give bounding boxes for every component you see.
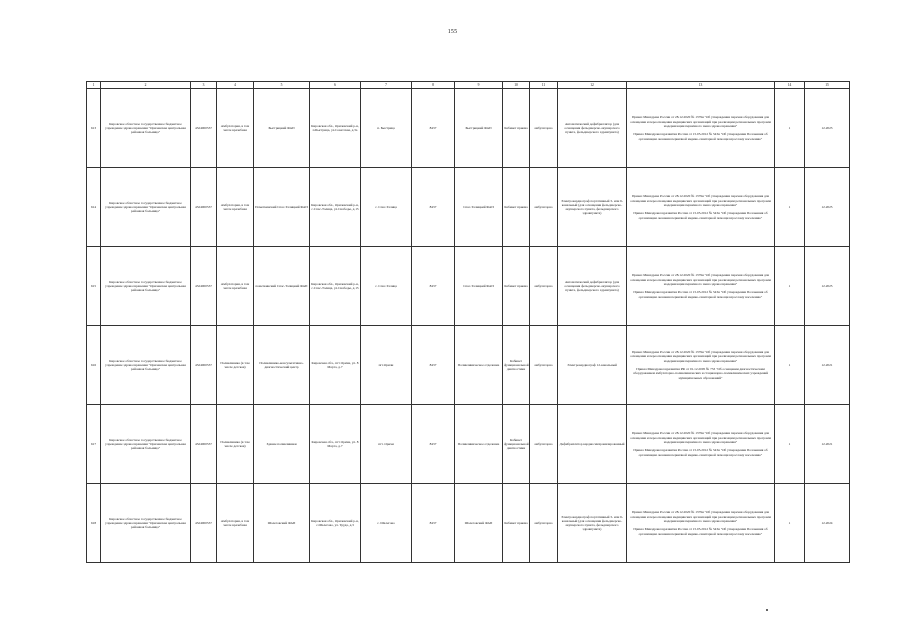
facility-type-cell: Амбулатория, в том числе врачебная — [217, 484, 254, 563]
quantity-cell: 1 — [775, 247, 805, 326]
legal-basis-cell: Приказ Минздрава России от 28.12.2020 № 1379н "Об утверждении перечня оборудования для оснащения и переоснащения медицинских организаций при реализации региональных программ модернизации первичного звена здравоохранения" Приказ Минздравсоцразвития России от 15.05.2012 № 543н "Об утверждении Положения об организации оказания первичной медико-санитарной помощи взрослому населению" — [627, 89, 775, 168]
room-cell: Кабинет функциональной диагностики — [503, 405, 530, 484]
care-mode-cell: амбулаторно — [530, 89, 558, 168]
quantity-cell: 1 — [775, 484, 805, 563]
code-cell: 8437 — [412, 168, 455, 247]
locality-cell: пгт.Оричи — [361, 326, 412, 405]
locality-cell: пгт. Оричи — [361, 405, 412, 484]
table-row — [87, 89, 850, 168]
inn-cell: 4324000537 — [191, 168, 217, 247]
legal-basis-cell: Приказ Минздрава России от 28.12.2020 № 1379н "Об утверждении перечня оборудования для оснащения и переоснащения медицинских организаций при реализации региональных программ модернизации первичного звена здравоохранения" Приказ Минздравсоцразвития РФ от 01.12.2005 № 753 "Об оснащении диагностическим оборудованием амбулаторно-поликлинических и стационарно-поликлинических учреждений муниципальных образований" — [627, 326, 775, 405]
column-header: 7 — [361, 82, 412, 89]
department-cell: Поликлиническое отделение — [455, 405, 503, 484]
legal-basis-cell: Приказ Минздрава России от 28.12.2020 № 1379н "Об утверждении перечня оборудования для оснащения и переоснащения медицинских организаций при реализации региональных программ модернизации первичного звена здравоохранения" Приказ Минздравсоцразвития России от 15.05.2012 № 543н "Об утверждении Положения об организации оказания первичной медико-санитарной помощи взрослому населению" — [627, 168, 775, 247]
organization-cell: Кировское областное государственное бюджетное учреждение здравоохранения "Оричевская центральная районная больница" — [101, 326, 191, 405]
building-cell: Быстрицкий ФАП — [254, 89, 310, 168]
address-cell: Кировская обл., Оричевский р-н, с.Спас-Талица, ул.Свободы, д.15 — [310, 168, 361, 247]
code-cell: 8437 — [412, 484, 455, 563]
organization-cell: Кировское областное государственное бюджетное учреждение здравоохранения "Оричевская центральная районная больница" — [101, 89, 191, 168]
column-header: 2 — [101, 82, 191, 89]
inn-cell: 4324000537 — [191, 326, 217, 405]
column-header: 4 — [217, 82, 254, 89]
column-header: 9 — [455, 82, 503, 89]
building-cell: Шалеговский ФАП — [254, 484, 310, 563]
room-cell: Кабинет приема — [503, 247, 530, 326]
table-row — [87, 168, 850, 247]
code-cell: 8437 — [412, 89, 455, 168]
address-cell: Кировская обл., Оричевский р-н, п.Быстрица, ул.Советская, д.3а — [310, 89, 361, 168]
organization-cell: Кировское областное государственное бюджетное учреждение здравоохранения "Оричевская центральная районная больница" — [101, 168, 191, 247]
facility-type-cell: Амбулатория, в том числе врачебная — [217, 168, 254, 247]
address-cell: Кировская обл., Оричевский р-н, с.Шалегово, ул. Труда, д.3 — [310, 484, 361, 563]
code-cell: 8437 — [412, 247, 455, 326]
column-header: 14 — [775, 82, 805, 89]
equipment-cell: Автоматический дефибриллятор (для оснащения фельдшерско-акушерского пункта, фельдшерского здравпункта) — [558, 247, 627, 326]
inn-cell: 4324000537 — [191, 405, 217, 484]
equipment-cell: Автоматический дефибриллятор (для оснащения фельдшерско-акушерского пункта, фельдшерского здравпункта) — [558, 89, 627, 168]
row-number-cell: 617 — [87, 405, 101, 484]
locality-cell: с. Спас-Талица — [361, 168, 412, 247]
care-mode-cell: амбулаторно — [530, 326, 558, 405]
column-header: 15 — [805, 82, 850, 89]
facility-type-cell: Поликлиника (в том числе детская) — [217, 405, 254, 484]
organization-cell: Кировское областное государственное бюджетное учреждение здравоохранения "Оричевская центральная районная больница" — [101, 484, 191, 563]
table-row — [87, 484, 850, 563]
organization-cell: Кировское областное государственное бюджетное учреждение здравоохранения "Оричевская центральная районная больница" — [101, 405, 191, 484]
organization-cell: Кировское областное государственное бюджетное учреждение здравоохранения "Оричевская центральная районная больница" — [101, 247, 191, 326]
building-cell: Поликлинико-консультативно-диагностический центр — [254, 326, 310, 405]
care-mode-cell: амбулаторно — [530, 405, 558, 484]
date-cell: 12.2023 — [805, 89, 850, 168]
page-mark — [766, 609, 768, 611]
table-body — [87, 89, 850, 563]
facility-type-cell: Поликлиника (в том числе детская) — [217, 326, 254, 405]
legal-basis-cell: Приказ Минздрава России от 28.12.2020 № 1379н "Об утверждении перечня оборудования для оснащения и переоснащения медицинских организаций при реализации региональных программ модернизации первичного звена здравоохранения" Приказ Минздравсоцразвития России от 15.05.2012 № 543н "Об утверждении Положения об организации оказания первичной медико-санитарной помощи взрослому населению" — [627, 405, 775, 484]
date-cell: 12.2024 — [805, 484, 850, 563]
equipment-cell: Электрокардиограф портативный 3- или 6-канальный (для оснащения фельдшерско-акушерского пункта, фельдшерского здравпункта) — [558, 484, 627, 563]
row-number-cell: 614 — [87, 168, 101, 247]
department-cell: Шалеговский ФАП — [455, 484, 503, 563]
equipment-register-table — [86, 81, 850, 563]
locality-cell: с. Спас-Талица — [361, 247, 412, 326]
department-cell: Быстрицкий ФАП — [455, 89, 503, 168]
inn-cell: 4324000537 — [191, 89, 217, 168]
room-cell: Кабинет приема — [503, 89, 530, 168]
department-cell: Поликлиническое отделение — [455, 326, 503, 405]
column-number-row — [87, 82, 850, 89]
code-cell: 8437 — [412, 405, 455, 484]
facility-type-cell: Амбулатория, в том числе врачебная — [217, 247, 254, 326]
care-mode-cell: амбулаторно — [530, 247, 558, 326]
inn-cell: 4324000537 — [191, 484, 217, 563]
address-cell: Кировская обл., Оричевский р-н, с.Спас-Талица, ул.Свободы, д.15 — [310, 247, 361, 326]
care-mode-cell: амбулаторно — [530, 484, 558, 563]
row-number-cell: 616 — [87, 326, 101, 405]
column-header: 3 — [191, 82, 217, 89]
row-number-cell: 613 — [87, 89, 101, 168]
date-cell: 12.2025 — [805, 247, 850, 326]
building-cell: Здание поликлиники — [254, 405, 310, 484]
column-header: 12 — [558, 82, 627, 89]
facility-type-cell: Амбулатория, в том числе врачебная — [217, 89, 254, 168]
room-cell: Кабинет приема — [503, 484, 530, 563]
legal-basis-cell: Приказ Минздрава России от 28.12.2020 № 1379н "Об утверждении перечня оборудования для оснащения и переоснащения медицинских организаций при реализации региональных программ модернизации первичного звена здравоохранения" Приказ Минздравсоцразвития России от 15.05.2012 № 543н "Об утверждении Положения об организации оказания первичной медико-санитарной помощи взрослому населению" — [627, 247, 775, 326]
quantity-cell: 1 — [775, 326, 805, 405]
quantity-cell: 1 — [775, 89, 805, 168]
row-number-cell: 618 — [87, 484, 101, 563]
quantity-cell: 1 — [775, 405, 805, 484]
equipment-cell: Электрокардиограф 12-канальный — [558, 326, 627, 405]
room-cell: Кабинет функциональной диагностики — [503, 326, 530, 405]
column-header: 6 — [310, 82, 361, 89]
inn-cell: 4324000537 — [191, 247, 217, 326]
legal-basis-cell: Приказ Минздрава России от 28.12.2020 № 1379н "Об утверждении перечня оборудования для оснащения и переоснащения медицинских организаций при реализации региональных программ модернизации первичного звена здравоохранения" Приказ Минздравсоцразвития России от 15.05.2012 № 543н "Об утверждении Положения об организации оказания первичной медико-санитарной помощи взрослому населению" — [627, 484, 775, 563]
table-row — [87, 405, 850, 484]
locality-cell: с. Шалегово — [361, 484, 412, 563]
column-header: 5 — [254, 82, 310, 89]
table-row — [87, 326, 850, 405]
table-row — [87, 247, 850, 326]
column-header: 1 — [87, 82, 101, 89]
page-number: 155 — [447, 29, 458, 35]
care-mode-cell: амбулаторно — [530, 168, 558, 247]
equipment-cell: Электрокардиограф портативный 3- или 6-канальный (для оснащения фельдшерско-акушерского пункта, фельдшерского здравпункта) — [558, 168, 627, 247]
date-cell: 12.2021 — [805, 326, 850, 405]
department-cell: Спас-Талицкий ФАП — [455, 168, 503, 247]
date-cell: 12.2025 — [805, 168, 850, 247]
address-cell: Кировская обл., пгт Оричи, ул. 8 Марта, д.7 — [310, 405, 361, 484]
address-cell: Кировская обл., пгт Оричи, ул. 8 Марта, д.7 — [310, 326, 361, 405]
row-number-cell: 615 — [87, 247, 101, 326]
equipment-cell: Дефибриллятор кардиосинхронизированный — [558, 405, 627, 484]
building-cell: пометкинский Спас-Талицкий ФАП — [254, 247, 310, 326]
column-header: 8 — [412, 82, 455, 89]
column-header: 10 — [503, 82, 530, 89]
column-header: 11 — [530, 82, 558, 89]
department-cell: Спас-Талицкий ФАП — [455, 247, 503, 326]
column-header: 13 — [627, 82, 775, 89]
date-cell: 12.2021 — [805, 405, 850, 484]
building-cell: Пометкинский Спас-Талицкий ФАП — [254, 168, 310, 247]
locality-cell: п. Быстрица — [361, 89, 412, 168]
quantity-cell: 1 — [775, 168, 805, 247]
room-cell: Кабинет приема — [503, 168, 530, 247]
code-cell: 8437 — [412, 326, 455, 405]
